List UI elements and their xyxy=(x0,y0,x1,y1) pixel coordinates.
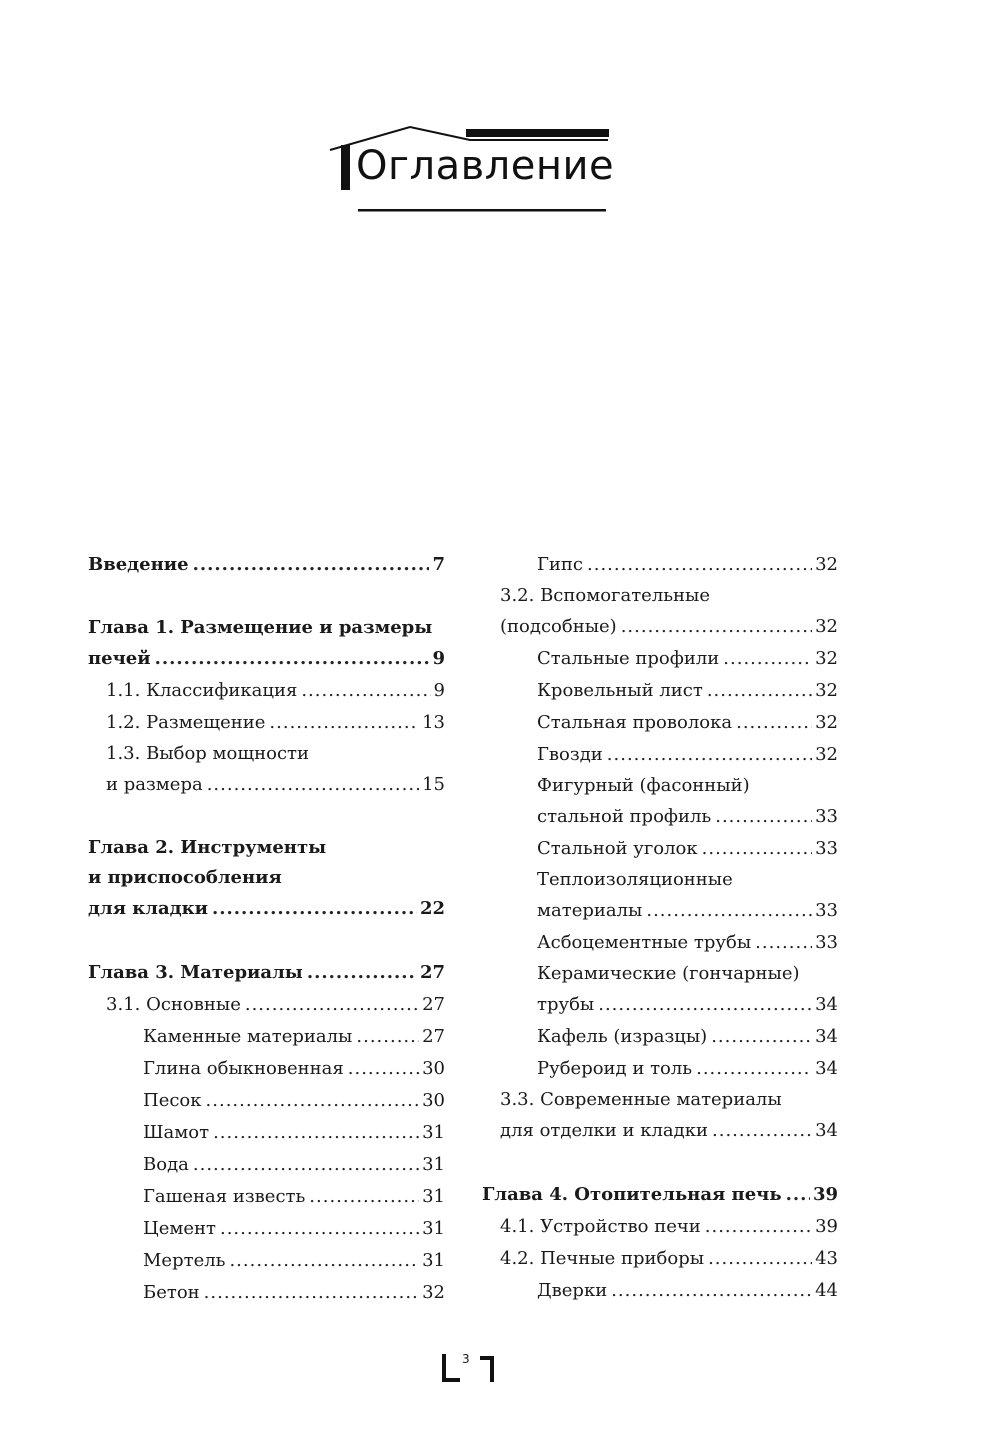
toc-page-number: 32 xyxy=(815,712,838,733)
toc-entry[interactable] xyxy=(482,1211,838,1243)
toc-leader-dots xyxy=(309,1181,419,1213)
toc-page-number: 27 xyxy=(422,1026,445,1047)
toc-spacer xyxy=(482,1147,838,1179)
toc-page-number: 33 xyxy=(815,838,838,859)
left-pillar xyxy=(341,145,350,190)
toc-entry-text: 1.1. Классификация xyxy=(106,680,298,701)
toc-page-number: 32 xyxy=(815,616,838,637)
toc-leader-dots xyxy=(269,707,419,739)
toc-entry-text: Введение xyxy=(88,554,189,575)
toc-entry-text: Гашеная известь xyxy=(143,1186,306,1207)
toc-leader-dots xyxy=(621,611,812,643)
toc-entry-text: Стальной уголок xyxy=(537,838,698,859)
toc-leader-dots xyxy=(212,893,417,925)
toc-leader-dots xyxy=(193,549,430,581)
toc-page-number: 32 xyxy=(815,680,838,701)
toc-entry[interactable] xyxy=(482,1275,838,1307)
roof-bar xyxy=(466,129,609,137)
toc-page-number: 31 xyxy=(422,1122,445,1143)
toc-entry[interactable] xyxy=(88,1053,445,1085)
toc-entry-text: Песок xyxy=(143,1090,202,1111)
toc-entry[interactable] xyxy=(88,1117,445,1149)
toc-entry-text: Гипс xyxy=(537,554,583,575)
toc-chapter-entry[interactable] xyxy=(482,1179,838,1211)
toc-spacer xyxy=(88,801,445,833)
toc-entry[interactable] xyxy=(482,675,838,707)
toc-page-number: 32 xyxy=(422,1282,445,1303)
toc-entry-text: Кафель (изразцы) xyxy=(537,1026,708,1047)
toc-entry[interactable] xyxy=(88,1181,445,1213)
toc-entry[interactable] xyxy=(88,1277,445,1309)
toc-entry-text: Цемент xyxy=(143,1218,216,1239)
toc-entry[interactable] xyxy=(88,1245,445,1277)
toc-entry-text: 3.3. Современные материалы xyxy=(500,1089,782,1110)
toc-entry-text: и приспособления xyxy=(88,867,282,888)
toc-page-number: 9 xyxy=(433,680,445,701)
toc-entry[interactable] xyxy=(482,739,838,771)
toc-entry[interactable] xyxy=(482,1053,838,1085)
toc-page-number: 32 xyxy=(815,744,838,765)
toc-spacer xyxy=(88,925,445,957)
toc-leader-dots xyxy=(755,927,812,959)
toc-entry-text: печей xyxy=(88,648,151,669)
toc-entry-text: Мертель xyxy=(143,1250,226,1271)
toc-entry-text: Стальные профили xyxy=(537,648,720,669)
toc-page-number: 34 xyxy=(815,1026,838,1047)
toc-entry-text: Кровельный лист xyxy=(537,680,703,701)
toc-entry[interactable] xyxy=(88,1213,445,1245)
toc-page-number: 9 xyxy=(432,648,445,669)
toc-leader-dots xyxy=(696,1053,812,1085)
toc-entry[interactable] xyxy=(482,833,838,865)
toc-entry-text: трубы xyxy=(537,994,595,1015)
toc-entry-text: Глина обыкновенная xyxy=(143,1058,344,1079)
toc-entry-text: материалы xyxy=(537,900,643,921)
toc-entry-text: Асбоцементные трубы xyxy=(537,932,752,953)
toc-entry[interactable] xyxy=(482,707,838,739)
toc-entry-text: Шамот xyxy=(143,1122,210,1143)
toc-chapter-entry[interactable] xyxy=(88,957,445,989)
toc-page-number: 15 xyxy=(422,774,445,795)
toc-entry-text: Теплоизоляционные xyxy=(537,869,733,890)
toc-page-number: 32 xyxy=(815,648,838,669)
toc-entry[interactable] xyxy=(482,1243,838,1275)
toc-page-number: 43 xyxy=(815,1248,838,1269)
toc-entry-text: для кладки xyxy=(88,898,208,919)
toc-leader-dots xyxy=(213,1117,419,1149)
toc-entry-text: Гвозди xyxy=(537,744,603,765)
toc-leader-dots xyxy=(707,675,812,707)
toc-entry-text: 3.2. Вспомогательные xyxy=(500,585,711,606)
toc-entry-text: Глава 4. Отопительная печь xyxy=(482,1184,782,1205)
toc-entry[interactable] xyxy=(88,1021,445,1053)
toc-entry-text: 3.1. Основные xyxy=(106,994,241,1015)
toc-entry[interactable] xyxy=(88,675,445,707)
toc-entry-text: 4.2. Печные приборы xyxy=(500,1248,705,1269)
toc-entry-text: Рубероид и толь xyxy=(537,1058,693,1079)
page-title: Оглавление xyxy=(356,143,615,189)
toc-page-number: 30 xyxy=(422,1058,445,1079)
heading-decoration xyxy=(0,0,986,230)
toc-leader-dots xyxy=(204,1277,419,1309)
toc-entry-text: 1.3. Выбор мощности xyxy=(106,743,309,764)
toc-leader-dots xyxy=(245,989,419,1021)
page-number: 3 xyxy=(462,1352,470,1366)
toc-entry[interactable] xyxy=(482,643,838,675)
toc-leader-dots xyxy=(229,1245,419,1277)
toc-leader-dots xyxy=(307,957,417,989)
toc-leader-dots xyxy=(598,989,812,1021)
toc-page-number: 22 xyxy=(419,898,445,919)
toc-page-number: 7 xyxy=(432,554,445,575)
toc-page-number: 39 xyxy=(815,1216,838,1237)
toc-chapter-entry[interactable] xyxy=(88,613,445,675)
toc-column-left xyxy=(88,549,445,1309)
toc-entry-text: 4.1. Устройство печи xyxy=(500,1216,701,1237)
toc-column-right xyxy=(482,549,838,1307)
toc-page-number: 34 xyxy=(815,994,838,1015)
toc-entry-text: Бетон xyxy=(143,1282,200,1303)
toc-page-number: 39 xyxy=(812,1184,838,1205)
toc-entry[interactable] xyxy=(88,989,445,1021)
toc-chapter-entry[interactable] xyxy=(88,833,445,925)
toc-entry-text: Дверки xyxy=(537,1280,608,1301)
toc-entry[interactable] xyxy=(88,1085,445,1117)
toc-leader-dots xyxy=(193,1149,419,1181)
toc-entry[interactable] xyxy=(88,739,445,801)
toc-entry-text: (подсобные) xyxy=(500,616,617,637)
toc-entry[interactable] xyxy=(482,1021,838,1053)
toc-entry-text: и размера xyxy=(106,774,203,795)
toc-page-number: 31 xyxy=(422,1218,445,1239)
toc-page-number: 34 xyxy=(815,1058,838,1079)
toc-leader-dots xyxy=(587,549,812,581)
toc-leader-dots xyxy=(206,1085,420,1117)
toc-leader-dots xyxy=(607,739,812,771)
toc-entry-text: Глава 2. Инструменты xyxy=(88,837,327,858)
toc-entry-text: Каменные материалы xyxy=(143,1026,353,1047)
toc-entry[interactable] xyxy=(482,549,838,581)
toc-page-number: 33 xyxy=(815,806,838,827)
toc-leader-dots xyxy=(348,1053,419,1085)
toc-entry[interactable] xyxy=(482,927,838,959)
toc-leader-dots xyxy=(786,1179,810,1211)
toc-page-number: 27 xyxy=(422,994,445,1015)
toc-entry[interactable] xyxy=(482,581,838,643)
toc-entry[interactable] xyxy=(88,1149,445,1181)
toc-page-number: 31 xyxy=(422,1186,445,1207)
toc-entry[interactable] xyxy=(482,771,838,833)
toc-page-number: 27 xyxy=(419,962,445,983)
toc-leader-dots xyxy=(220,1213,419,1245)
toc-leader-dots xyxy=(646,895,812,927)
toc-entry-text: Глава 3. Материалы xyxy=(88,962,303,983)
toc-leader-dots xyxy=(207,769,419,801)
toc-entry-text: Вода xyxy=(143,1154,189,1175)
toc-entry[interactable] xyxy=(482,959,838,1021)
toc-leader-dots xyxy=(155,643,430,675)
toc-entry-text: Стальная проволока xyxy=(537,712,733,733)
toc-leader-dots xyxy=(715,801,812,833)
toc-entry-text: Глава 1. Размещение и размеры xyxy=(88,617,433,638)
toc-entry-text: для отделки и кладки xyxy=(500,1120,708,1141)
toc-page-number: 30 xyxy=(422,1090,445,1111)
toc-page-number: 31 xyxy=(422,1250,445,1271)
toc-entry[interactable] xyxy=(482,865,838,927)
toc-leader-dots xyxy=(356,1021,419,1053)
toc-leader-dots xyxy=(611,1275,812,1307)
toc-chapter-entry[interactable] xyxy=(88,549,445,581)
toc-leader-dots xyxy=(708,1243,812,1275)
toc-page-number: 44 xyxy=(815,1280,838,1301)
toc-page-number: 33 xyxy=(815,932,838,953)
toc-leader-dots xyxy=(712,1115,812,1147)
toc-page-number: 33 xyxy=(815,900,838,921)
toc-entry[interactable] xyxy=(482,1085,838,1147)
toc-leader-dots xyxy=(711,1021,812,1053)
page-footer xyxy=(440,1352,500,1386)
toc-page-number: 31 xyxy=(422,1154,445,1175)
toc-entry-text: Керамические (гончарные) xyxy=(537,963,800,984)
toc-leader-dots xyxy=(736,707,812,739)
title-underline xyxy=(358,209,606,212)
toc-page-number: 32 xyxy=(815,554,838,575)
toc-page-number: 13 xyxy=(422,712,445,733)
toc-spacer xyxy=(88,581,445,613)
footer-bracket-icon xyxy=(440,1352,500,1386)
toc-leader-dots xyxy=(705,1211,812,1243)
toc-leader-dots xyxy=(301,675,430,707)
toc-entry-text: 1.2. Размещение xyxy=(106,712,266,733)
toc-entry-text: стальной профиль xyxy=(537,806,712,827)
toc-leader-dots xyxy=(723,643,812,675)
toc-entry-text: Фигурный (фасонный) xyxy=(537,775,750,796)
toc-entry[interactable] xyxy=(88,707,445,739)
toc-leader-dots xyxy=(702,833,812,865)
toc-page-number: 34 xyxy=(815,1120,838,1141)
